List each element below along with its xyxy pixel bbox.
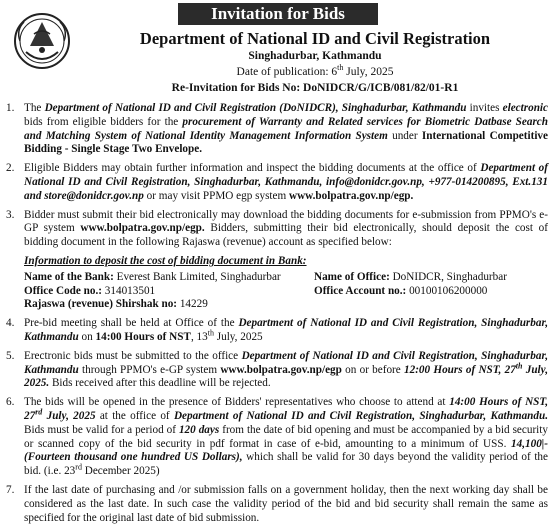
bank-info-heading: Information to deposit the cost of bidding document in Bank: [24, 254, 307, 267]
notice-item-3: 3. Bidder must submit their bid electronically may download the bidding documents for e-submission from PPMO's e-GP system www.bolpatra.gov.np/egp. Bidders, submitting their bid electronically, should deposit the cost of bidding document in the following Rajaswa (revenue) account as specified below: [6, 208, 548, 249]
department-address: Singhadurbar, Kathmandu [248, 50, 382, 62]
notice-item-1: 1. The Department of National ID and Civil Registration (DoNIDCR), Singhadurbar, Kathmandu invites electronic bids from eligible bidders for the procurement of Warranty and Related services for Biometric Datbase Search and Matching System of National Identity Management Information System under International Competitive Bidding - Single Stage Two Envelope. [6, 102, 548, 156]
notice-item-6: 6. The bids will be opened in the presence of Bidders' representatives who choose to attend at 14:00 Hours of NST, 27rd July, 2025 at the office of Department of National ID and Civil Registration, Singhadurbar, Kathmandu. Bids must be valid for a period of 120 days from the date of bid opening and must be accompanied by a bid security or scanned copy of the bid security in pdf format in case of e-bid, amounting to a minimum of USS. 14,100|- (Fourteen thousand one hundred US Dollars), which shall be valid for 30 days beyond the validity period of the bid. (i.e. 23rd December 2025) [6, 396, 548, 478]
notice-item-4: 4. Pre-bid meeting shall be held at Office of the Department of National ID and Civil Registration, Singhadurbar, Kathmandu on 14:00 Hours of NST, 13th July, 2025 [6, 317, 548, 343]
notice-item-7: 7. If the last date of purchasing and /or submission falls on a government holiday, then the next working day shall be considered as the last date. In such case the validity period of the bid and bid security shall remain the same as specified for the original last date of bid submission. [6, 483, 548, 524]
notice-item-2: 2. Eligible Bidders may obtain further information and inspect the bidding documents at the office of Department of National ID and Civil Registration, Singhadurbar, Kathmandu, info@donidcr.gov.np, +977-014200895, Ext.131 and store@donidcr.gov.np or may visit PPMO egp system www.bolpatra.gov.np/egp. [6, 162, 549, 202]
revenue-shirshak: Rajaswa (revenue) Shirshak no: 14229 [24, 298, 208, 311]
office-name: Name of Office: DoNIDCR, Singhadurbar [314, 270, 507, 283]
office-code: Office Code no.: 314013501 [24, 284, 156, 297]
bank-name: Name of the Bank: Everest Bank Limited, Singhadurbar [24, 270, 281, 283]
notice-items [6, 102, 548, 530]
office-account: Office Account no.: 00100106200000 [314, 284, 488, 297]
reinvitation-number: Re-Invitation for Bids No: DoNIDCR/G/ICB/081/82/01-R1 [171, 82, 459, 94]
bank-info [24, 255, 548, 312]
department-title: Department of National ID and Civil Registration [139, 29, 491, 48]
invitation-banner: Invitation for Bids [178, 3, 378, 25]
notice-item-5: 5. Erectronic bids must be submitted to the office Department of National ID and Civil Registration, Singhadurbar, Kathmandu through PPMO's e-GP system www.bolpatra.gov.np/egp on or before 12:00 Hours of NST, 27th July, 2025. Bids received after this deadline will be rejected. [6, 349, 548, 390]
nepal-emblem-icon [12, 10, 72, 72]
publication-date: Date of publication: 6th July, 2025 [236, 63, 394, 78]
